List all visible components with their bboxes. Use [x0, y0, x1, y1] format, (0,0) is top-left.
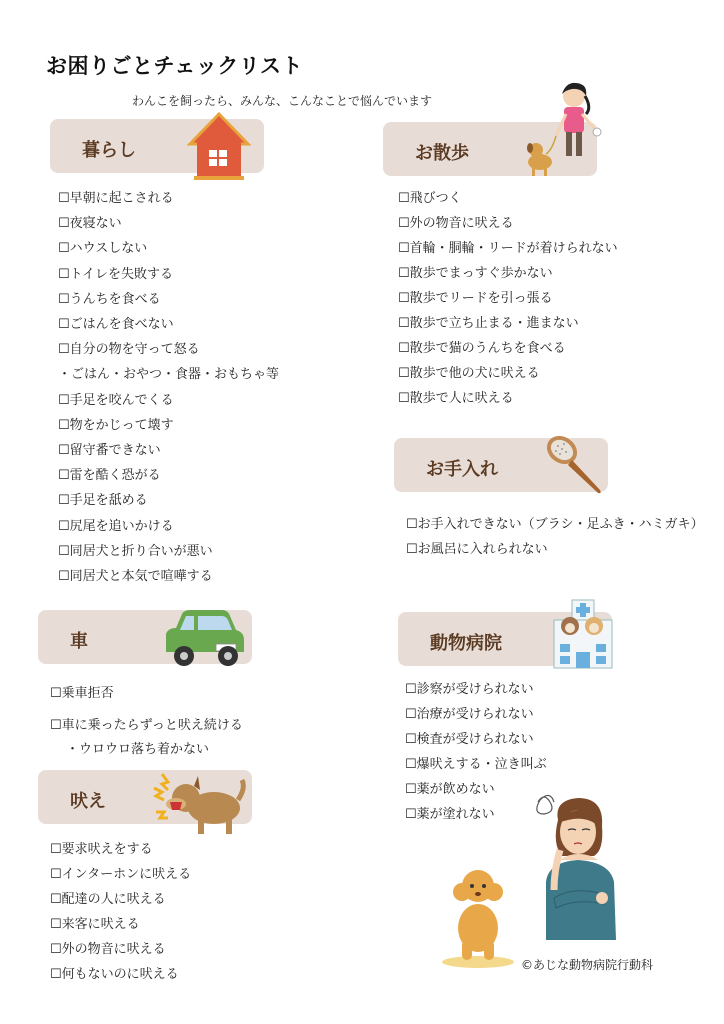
check-item[interactable]: ☐同居犬と折り合いが悪い [58, 543, 213, 559]
check-item[interactable]: ☐インターホンに吠える [50, 867, 192, 882]
checklist-sanpo [398, 186, 618, 411]
page-subtitle: わんこを飼ったら、みんな、こんなことで悩んでいます [132, 94, 433, 108]
worried-woman-icon [524, 790, 630, 940]
check-item[interactable]: ☐治療が受けられない [405, 707, 534, 722]
brush-icon [540, 430, 608, 498]
check-item[interactable]: ☐早朝に起こされる [58, 191, 174, 206]
check-item[interactable]: ☐同居犬と本気で喧嘩する [58, 569, 213, 585]
barking-dog-icon [150, 762, 246, 838]
girl-walking-dog-icon [526, 80, 608, 180]
section-title-teire: お手入れ [426, 459, 498, 480]
check-item[interactable]: ☐トイレを失敗する [58, 266, 174, 282]
check-item[interactable]: ☐散歩でまっすぐ歩かない [398, 266, 553, 281]
section-title-sanpo: お散歩 [415, 143, 469, 164]
check-item[interactable]: ☐散歩で人に吠える [398, 391, 514, 406]
check-item[interactable]: ☐検査が受けられない [405, 732, 534, 747]
check-item[interactable]: ☐うんちを食べる [58, 291, 161, 307]
check-item[interactable]: ☐散歩で猫のうんちを食べる [398, 341, 566, 356]
check-item[interactable]: ☐爆吠えする・泣き叫ぶ [405, 757, 547, 772]
poodle-icon [436, 862, 520, 974]
check-item[interactable]: ☐お風呂に入れられない [406, 542, 548, 557]
checklist-teire [406, 512, 704, 562]
check-item[interactable]: ☐何もないのに吠える [50, 967, 179, 982]
check-item[interactable]: ☐散歩でリードを引っ張る [398, 291, 553, 306]
check-item[interactable]: ☐首輪・胴輪・リードが着けられない [398, 241, 618, 256]
check-item[interactable]: ☐外の物音に吠える [50, 942, 166, 957]
check-item[interactable]: ☐ハウスしない [58, 241, 148, 257]
check-item[interactable]: ☐配達の人に吠える [50, 892, 166, 907]
check-item[interactable]: ☐散歩で立ち止まる・進まない [398, 316, 579, 331]
hospital-icon [548, 598, 618, 672]
checklist-hoe [50, 837, 191, 987]
check-item[interactable]: ☐留守番できない [58, 443, 161, 459]
page-title: お困りごとチェックリスト [46, 54, 303, 78]
check-item[interactable]: ☐手足を舐める [58, 493, 148, 509]
checklist-kurashi [58, 186, 279, 589]
section-title-hoe: 吠え [70, 791, 106, 812]
check-item[interactable]: ☐外の物音に吠える [398, 216, 514, 231]
check-item[interactable]: ☐雷を酷く恐がる [58, 468, 161, 484]
check-item[interactable]: ☐お手入れできない（ブラシ・足ふき・ハミガキ） [406, 517, 704, 532]
house-icon [186, 110, 252, 182]
section-title-byoin: 動物病院 [430, 633, 502, 654]
check-item[interactable]: ☐夜寝ない [58, 216, 122, 232]
section-title-kurashi: 暮らし [82, 140, 136, 161]
check-item[interactable]: ☐飛びつく [398, 191, 462, 206]
check-item[interactable]: ☐物をかじって壊す [58, 417, 174, 433]
check-item[interactable]: ☐自分の物を守って怒る [58, 342, 200, 358]
check-item[interactable]: ☐散歩で他の犬に吠える [398, 366, 540, 381]
check-item[interactable]: ☐薬が塗れない [405, 807, 495, 822]
check-item[interactable]: ☐尻尾を追いかける [58, 518, 174, 534]
check-item[interactable]: ☐診察が受けられない [405, 682, 534, 697]
car-icon [160, 604, 248, 670]
section-title-kuruma: 車 [70, 631, 88, 652]
check-item[interactable]: ☐要求吠えをする [50, 842, 153, 857]
checklist-kuruma [50, 682, 243, 762]
check-item[interactable]: ☐乗車拒否 [50, 686, 114, 701]
check-item[interactable]: ☐車に乗ったらずっと吠え続ける [50, 718, 243, 733]
check-item[interactable]: ☐ごはんを食べない [58, 317, 174, 333]
check-item[interactable]: ☐薬が飲めない [405, 782, 495, 797]
check-item[interactable]: ☐手足を咬んでくる [58, 392, 174, 408]
credit-text: ©あじな動物病院行動科 [521, 958, 654, 972]
check-item[interactable]: ☐来客に吠える [50, 917, 140, 932]
check-item-note: ・ごはん・おやつ・食器・おもちゃ等 [58, 367, 280, 383]
check-item-note: ・ウロウロ落ち着かない [66, 742, 210, 757]
